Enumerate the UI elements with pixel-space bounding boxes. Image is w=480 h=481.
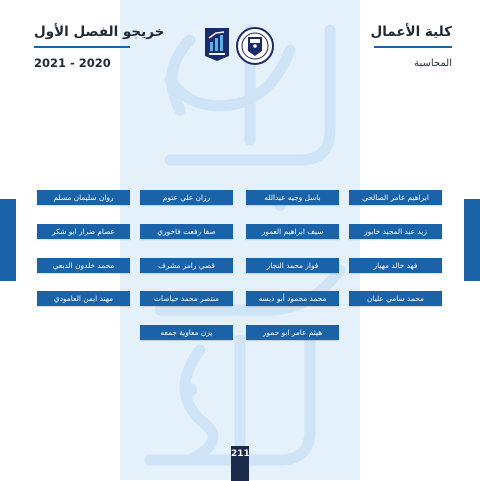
graduate-name: مهند ايمن العامودي: [37, 291, 130, 306]
graduate-name: منتصر محمد حياصات: [140, 291, 233, 306]
graduate-name: هيثم عامر ابو حمور: [246, 325, 339, 340]
graduates-title: خريجو الفصل الأول: [34, 24, 165, 40]
graduate-name: محمد سامي عليان: [349, 291, 442, 306]
graduate-name: روان سليمان مسلم: [37, 190, 130, 205]
faculty-logo: [203, 26, 231, 66]
graduate-name: عصام ضرار ابو شكر: [37, 224, 130, 239]
faculty-underline: [374, 46, 452, 48]
graduate-name: يزن معاوية جمعه: [140, 325, 233, 340]
graduates-underline: [34, 46, 130, 48]
left-side-accent-bar: [0, 199, 16, 281]
university-crest-logo: [235, 26, 275, 70]
graduate-name: رزان علي عتوم: [140, 190, 233, 205]
graduate-name: محمد خلدون الدبعي: [37, 258, 130, 273]
graduate-name: زيد عبد المجيد خابور: [349, 224, 442, 239]
page-number: 211: [231, 446, 249, 481]
graduate-name: فواز محمد النجار: [246, 258, 339, 273]
graduate-name: ابراهيم عامر الصالحي: [349, 190, 442, 205]
graduate-name: قصي رامز مشرف: [140, 258, 233, 273]
right-side-accent-bar: [464, 199, 480, 281]
graduate-name: صفا رفعت فاخوري: [140, 224, 233, 239]
background-calligraphy: [130, 10, 360, 470]
graduate-name: فهد خالد مهيار: [349, 258, 442, 273]
graduate-name: باسل وجيه عبدالله: [246, 190, 339, 205]
graduate-name: محمد محمود أبو دبسه: [246, 291, 339, 306]
faculty-title: كلية الأعمال: [370, 24, 452, 40]
graduate-name: سيف ابراهيم العمور: [246, 224, 339, 239]
department-name: المحاسبة: [414, 58, 452, 69]
academic-year: 2021 - 2020: [34, 56, 111, 70]
